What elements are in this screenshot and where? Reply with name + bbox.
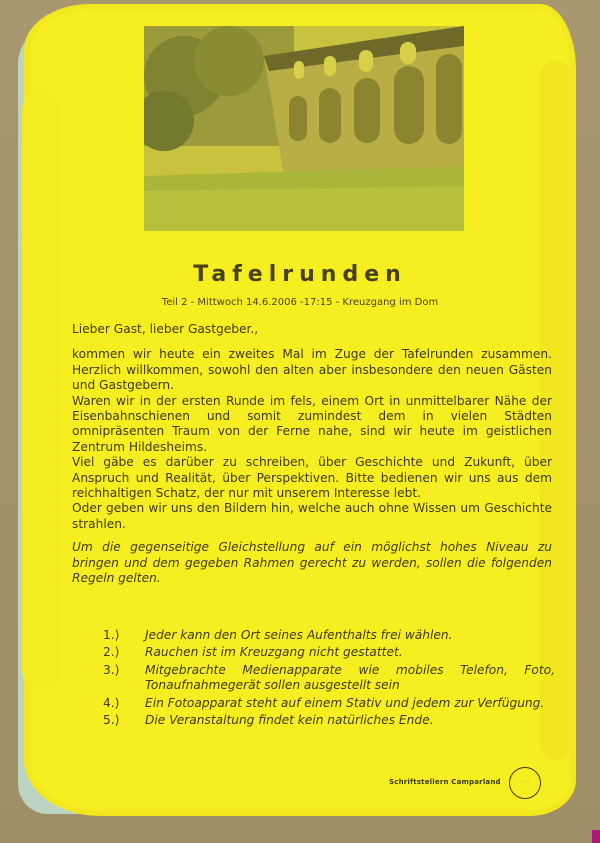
stamp-icon (509, 767, 541, 799)
event-subtitle: Teil 2 - Mittwoch 14.6.2006 -17:15 - Kreuzgang im Dom (161, 297, 439, 308)
rule-number: 4.) (103, 695, 120, 710)
paragraph-welcome: kommen wir heute ein zweites Mal im Zuge der Tafelrunden zusammen. Herzlich willkommen, sowohl den alten aber insbesondere den neuen Gästen und Gastgebern. (72, 347, 552, 393)
paragraph-first-round: Waren wir in der ersten Runde im fels, einem Ort in unmittelbarer Nähe der Eisenbahnschienen und somit zumindest dem in vielen Städten omnipräsenten Traum von der Ferne nahe, sind wir heute im geistlichen Zentrum Hildesheims. (72, 393, 552, 454)
list-item (103, 645, 555, 660)
rules-intro: Um die gegenseitige Gleichstellung auf ein möglichst hohes Niveau zu bringen und dem gegeben Rahmen gerecht zu werden, sollen die folgenden Regeln gelten. (72, 540, 552, 586)
paragraph-history: Viel gäbe es darüber zu schreiben, über Geschichte und Zukunft, über Anspruch und Realität, über Perspektiven. Bitte bedienen wir uns aus dem reichhaltigen Schatz, der nur mit unserem Interesse lebt. (72, 455, 552, 501)
rules-list (103, 628, 555, 730)
rule-number: 3.) (103, 662, 120, 677)
rule-number: 2.) (103, 645, 120, 660)
letter-body (72, 322, 552, 587)
rule-text: Rauchen ist im Kreuzgang nicht gestattet. (145, 645, 403, 660)
rule-number: 1.) (103, 628, 120, 642)
rule-number: 5.) (103, 713, 120, 728)
list-item (103, 628, 555, 643)
rule-text: Ein Fotoapparat steht auf einem Stativ und jedem zur Verfügung. (145, 695, 545, 710)
purple-edge-mark (592, 830, 600, 843)
greeting: Lieber Gast, lieber Gastgeber., (72, 322, 259, 336)
page-title: Tafelrunden (193, 262, 407, 287)
footer-label: Schriftstellern Camparland (389, 778, 501, 786)
list-item (103, 713, 555, 728)
cloister-photo (144, 26, 464, 231)
rule-text: Mitgebrachte Medienapparate wie mobiles Telefon, Foto, Tonaufnahmegerät sollen ausgestellt sein (145, 662, 555, 693)
stamp-mark: ◦ ◦ ◦ (520, 779, 530, 784)
yellow-paint-streak-left (22, 90, 62, 690)
rule-text: Jeder kann den Ort seines Aufenthalts frei wählen. (145, 628, 453, 642)
paragraph-images: Oder geben wir uns den Bildern hin, welche auch ohne Wissen um Geschichte strahlen. (72, 501, 552, 531)
list-item (103, 663, 555, 694)
rule-text: Die Veranstaltung findet kein natürliches Ende. (145, 713, 434, 728)
list-item (103, 696, 555, 711)
